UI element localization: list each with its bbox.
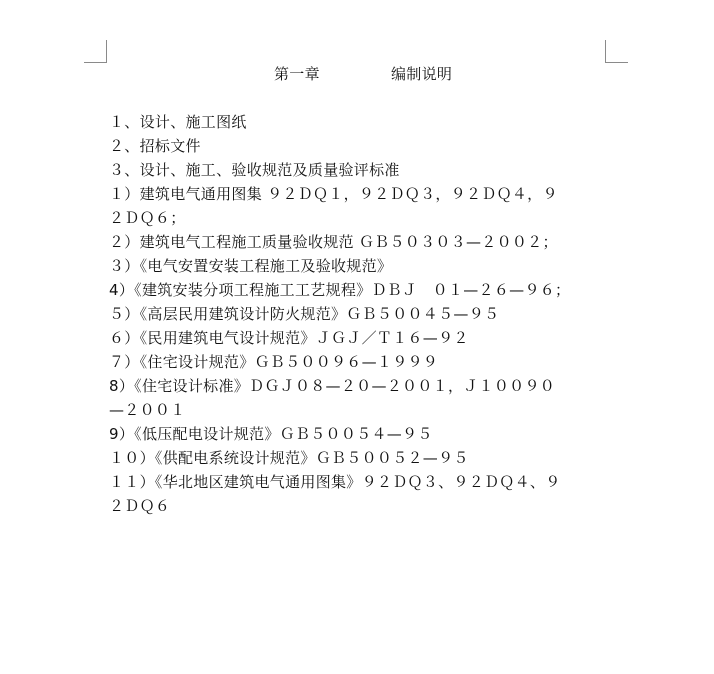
body-line: —２００１ — [109, 401, 186, 419]
chapter-title — [109, 62, 609, 86]
body-line: 4）《建筑安装分项工程施工工艺规程》ＤＢＪ ０１—２６—９６； — [109, 281, 571, 299]
body-line: ２、招标文件 — [109, 137, 201, 155]
chapter-name: 编制说明 — [391, 65, 453, 83]
body-line: ２）建筑电气工程施工质量验收规范 ＧＢ５０３０３—２００２； — [109, 233, 558, 251]
body-line: ６）《民用建筑电气设计规范》ＪＧＪ／Ｔ１６—９２ — [109, 329, 469, 347]
section-heading — [109, 86, 609, 110]
body-line: ３、设计、施工、验收规范及质量验评标准 — [109, 161, 400, 179]
document-body — [109, 62, 609, 518]
body-line: ７）《住宅设计规范》ＧＢ５００９６—１９９９ — [109, 353, 439, 371]
body-line: １１）《华北地区建筑电气通用图集》９２ＤＱ３、９２ＤＱ４、９ — [109, 473, 561, 491]
body-line: ２ＤＱ６ — [109, 497, 171, 515]
body-line: ３）《电气安置安装工程施工及验收规范》 — [109, 257, 393, 275]
chapter-number: 第一章 — [274, 65, 320, 83]
body-line: ５）《高层民用建筑设计防火规范》ＧＢ５００４５—９５ — [109, 305, 500, 323]
body-line: １）建筑电气通用图集 ９２ＤＱ１，９２ＤＱ３，９２ＤＱ４，９ — [109, 185, 558, 203]
body-line: １０）《供配电系统设计规范》ＧＢ５００５２—９５ — [109, 449, 469, 467]
body-line: ２ＤＱ６； — [109, 209, 186, 227]
crop-mark-top-left — [84, 40, 107, 63]
crop-mark-top-right — [605, 40, 628, 63]
body-line: 9）《低压配电设计规范》ＧＢ５００５４—９５ — [109, 425, 433, 443]
body-line: 8）《住宅设计标准》ＤＧＪ０８—２０—２００１，Ｊ１００９０ — [109, 377, 556, 395]
body-line: １、设计、施工图纸 — [109, 113, 247, 131]
